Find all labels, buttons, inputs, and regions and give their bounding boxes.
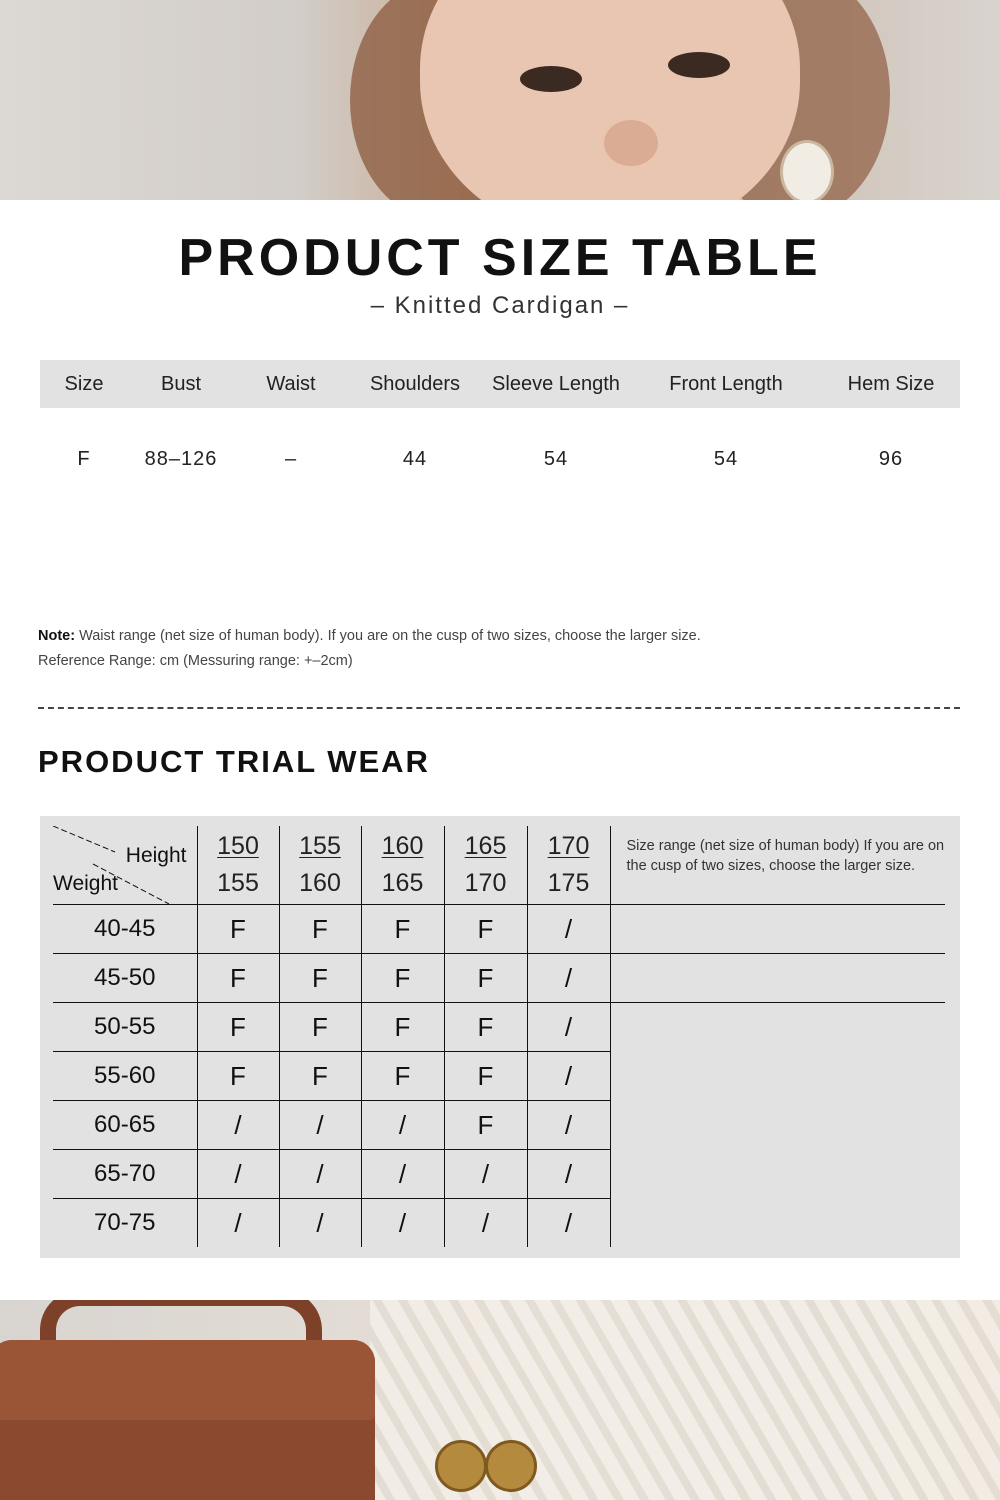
page-title: PRODUCT SIZE TABLE: [178, 229, 822, 287]
column-header-sleeve-length: Sleeve Length: [482, 360, 630, 408]
fit-cell: /: [279, 1101, 361, 1150]
column-header-bust: Bust: [128, 360, 234, 408]
cardigan-button-icon: [485, 1440, 537, 1492]
left-eye-shape: [520, 66, 582, 92]
fit-cell: F: [197, 905, 279, 954]
bust-cell: 88–126: [144, 447, 218, 470]
height-to: 160: [299, 869, 341, 897]
height-header-150: [197, 826, 279, 905]
fit-cell: /: [444, 1150, 527, 1199]
trial-side-note: [610, 826, 945, 905]
height-header-170: [527, 826, 610, 905]
fit-cell: F: [444, 905, 527, 954]
height-from: 160: [381, 832, 424, 860]
weight-cell: 40-45: [53, 905, 197, 954]
size-note: [38, 624, 701, 674]
fit-cell: F: [361, 1003, 444, 1052]
fit-cell: F: [444, 954, 527, 1003]
table-row: [53, 905, 945, 954]
column-header-hem-size: Hem Size: [822, 360, 960, 408]
fit-cell: /: [527, 954, 610, 1003]
blank-cell: [610, 905, 945, 954]
blank-cell: [610, 954, 945, 1003]
fit-cell: /: [279, 1150, 361, 1199]
fit-cell: F: [361, 905, 444, 954]
column-header-shoulders: Shoulders: [348, 360, 482, 408]
weight-axis-label: Weight: [53, 872, 118, 895]
size-table-header-row: [40, 360, 960, 408]
height-from: 170: [547, 832, 590, 860]
weight-cell: 60-65: [53, 1101, 197, 1150]
side-note-text: Size range (net size of human body) If you are on the cusp of two sizes, choose the larger size.: [626, 838, 945, 874]
height-header-160: [361, 826, 444, 905]
fit-cell: F: [279, 954, 361, 1003]
waist-cell: –: [284, 447, 298, 470]
fit-cell: /: [197, 1199, 279, 1248]
fit-cell: F: [361, 1052, 444, 1101]
trial-wear-table: [53, 826, 945, 1247]
page-subtitle: – Knitted Cardigan –: [370, 292, 630, 319]
height-to: 170: [464, 869, 507, 897]
height-header-155: [279, 826, 361, 905]
height-to: 175: [547, 869, 590, 897]
size-cell: F: [77, 447, 91, 470]
right-eye-shape: [668, 52, 730, 78]
size-table: [40, 360, 960, 510]
weight-cell: 50-55: [53, 1003, 197, 1052]
weight-cell: 45-50: [53, 954, 197, 1003]
fit-cell: /: [527, 1150, 610, 1199]
fit-cell: F: [197, 1052, 279, 1101]
fit-cell: /: [361, 1101, 444, 1150]
bottom-product-photo: [0, 1300, 1000, 1500]
height-from: 165: [464, 832, 507, 860]
cardigan-button-icon: [435, 1440, 487, 1492]
trial-wear-title: PRODUCT TRIAL WEAR: [38, 744, 430, 779]
front-length-cell: 54: [713, 447, 739, 470]
shoulders-cell: 44: [402, 447, 428, 470]
height-to: 165: [381, 869, 424, 897]
fit-cell: F: [444, 1101, 527, 1150]
fit-cell: F: [279, 905, 361, 954]
column-header-size: Size: [40, 360, 128, 408]
fit-cell: F: [197, 954, 279, 1003]
note-label: Note:: [38, 628, 76, 644]
fit-cell: /: [527, 1101, 610, 1150]
table-row: [53, 954, 945, 1003]
sleeve-length-cell: 54: [543, 447, 569, 470]
fit-cell: /: [279, 1199, 361, 1248]
fit-cell: F: [361, 954, 444, 1003]
dashed-divider: [38, 707, 960, 709]
weight-cell: 70-75: [94, 1209, 156, 1236]
hem-size-cell: 96: [878, 447, 904, 470]
fit-cell: /: [361, 1150, 444, 1199]
face-shape: [420, 0, 800, 200]
height-from: 150: [217, 832, 259, 860]
fit-cell: F: [444, 1003, 527, 1052]
note-line: [38, 624, 701, 649]
fit-cell: F: [444, 1052, 527, 1101]
note-text: Waist range (net size of human body). If you are on the cusp of two sizes, choose the larger size.: [75, 628, 701, 644]
reference-range-text: Reference Range: cm (Messuring range: +–2cm): [38, 653, 353, 669]
height-axis-label: Height: [125, 844, 187, 867]
height-from: 155: [299, 832, 341, 860]
height-to: 155: [217, 869, 259, 897]
trial-header-row: [53, 826, 945, 905]
fit-cell: /: [197, 1101, 279, 1150]
handbag-flap-shape: [0, 1340, 375, 1420]
weight-cell: 55-60: [53, 1052, 197, 1101]
fit-cell: F: [197, 1003, 279, 1052]
weight-cell: 65-70: [53, 1150, 197, 1199]
corner-cell: [53, 826, 197, 905]
blank-merged-cell: [610, 1003, 945, 1248]
column-header-front-length: Front Length: [630, 360, 822, 408]
table-row: [40, 408, 960, 510]
table-row: [53, 1003, 945, 1052]
fit-cell: /: [197, 1150, 279, 1199]
column-header-waist: Waist: [234, 360, 348, 408]
fit-cell: /: [444, 1199, 527, 1248]
height-header-165: [444, 826, 527, 905]
top-model-photo: [0, 0, 1000, 200]
fit-cell: /: [527, 1052, 610, 1101]
fit-cell: /: [361, 1199, 444, 1248]
fit-cell: F: [279, 1003, 361, 1052]
fit-cell: F: [279, 1052, 361, 1101]
fit-cell: /: [527, 905, 610, 954]
fit-cell: /: [527, 1003, 610, 1052]
nose-shape: [604, 120, 658, 166]
fit-cell: /: [527, 1199, 610, 1248]
earring-shape: [780, 140, 834, 200]
